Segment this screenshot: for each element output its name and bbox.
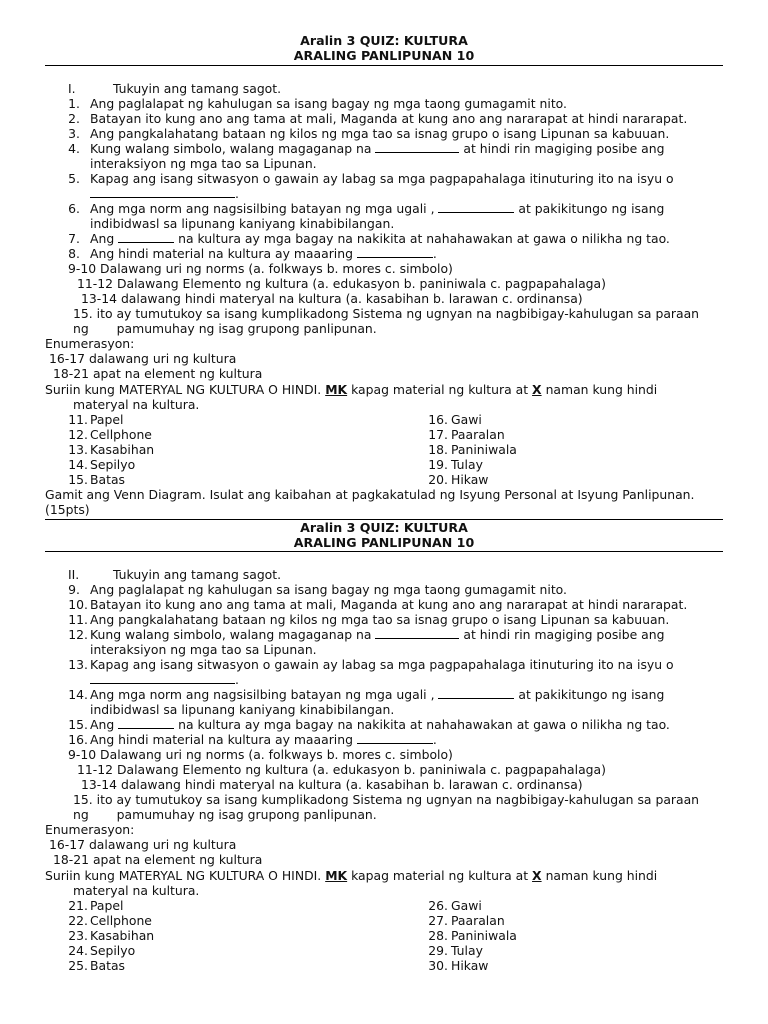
classify-text: kapag material ng kultura at: [351, 382, 529, 397]
mk-marker: MK: [325, 868, 348, 883]
item-text: Batayan ito kung ano ang tama at mali, Maganda at kung ano ang nararapat at hindi nararapat.: [90, 111, 688, 126]
item-text-part: na kultura ay mga bagay na nakikita at nahahawakan at gawa o nilikha ng tao.: [178, 231, 670, 246]
norms-item: 9-10 Dalawang uri ng norms (a. folkways b. mores c. simbolo): [68, 261, 453, 276]
item-text: [90, 141, 665, 156]
item-text: [90, 717, 670, 732]
item-text-continued: indibidwasl sa lipunang kaniyang kinabibilangan.: [90, 702, 395, 717]
list-number: 21.: [68, 898, 88, 913]
item-text-continued: interaksiyon ng mga tao sa Lipunan.: [90, 156, 317, 171]
list-number: 13.: [68, 442, 88, 457]
list-item: Hikaw: [451, 472, 489, 487]
list-item: Gawi: [451, 898, 482, 913]
item-text: Ang paglalapat ng kahulugan sa isang bagay ng mga taong gumagamit nito.: [90, 96, 567, 111]
item-15-text: 15. ito ay tumutukoy sa isang kumplikadong Sistema ng ugnyan na nagbibigay-kahulugan sa paraan: [73, 792, 700, 807]
item-number: 9.: [68, 582, 80, 597]
item-text: Ang pangkalahatang bataan ng kilos ng mga tao sa isnag grupo o isang Lipunan sa kabuuan.: [90, 612, 670, 627]
list-number: 27.: [428, 913, 448, 928]
list-number: 12.: [68, 427, 88, 442]
item-number: 1.: [68, 96, 80, 111]
list-item: Paaralan: [451, 913, 505, 928]
item-15-text-continued: [73, 807, 377, 822]
quiz-subject: ARALING PANLIPUNAN 10: [293, 535, 475, 550]
answer-blank[interactable]: [90, 672, 235, 684]
classify-instruction: [45, 382, 657, 397]
item-text: [90, 231, 670, 246]
answer-blank[interactable]: [438, 201, 514, 213]
answer-blank[interactable]: [375, 141, 459, 153]
answer-blank[interactable]: [438, 687, 514, 699]
list-number: 18.: [428, 442, 448, 457]
answer-line: .: [90, 186, 239, 201]
item-15-text-continued: [73, 321, 377, 336]
item-text-continued: interaksiyon ng mga tao sa Lipunan.: [90, 642, 317, 657]
item-text-part: Ang hindi material na kultura ay maaaring: [90, 732, 353, 747]
item-text-part: Ang: [90, 717, 115, 732]
list-number: 22.: [68, 913, 88, 928]
list-item: Paniniwala: [451, 442, 517, 457]
list-item: Tulay: [451, 457, 483, 472]
item-text: [90, 687, 664, 702]
classify-text: kapag material ng kultura at: [351, 868, 529, 883]
list-number: 23.: [68, 928, 88, 943]
item-number: 4.: [68, 141, 80, 156]
list-item: Tulay: [451, 943, 483, 958]
list-item: Cellphone: [90, 427, 152, 442]
item-text: Ang hindi material na kultura ay maaaring .: [90, 732, 437, 747]
part-instruction: Tukuyin ang tamang sagot.: [113, 567, 282, 582]
list-number: 29.: [428, 943, 448, 958]
part-label: I.: [68, 81, 76, 96]
answer-blank[interactable]: [90, 186, 235, 198]
venn-points: (15pts): [45, 502, 90, 517]
elements-item: 11-12 Dalawang Elemento ng kultura (a. edukasyon b. paniniwala c. pagpapahalaga): [77, 762, 606, 777]
item-number: 14.: [68, 687, 88, 702]
enumeration-item: 16-17 dalawang uri ng kultura: [49, 837, 237, 852]
list-number: 16.: [428, 412, 448, 427]
list-number: 24.: [68, 943, 88, 958]
classify-text: naman kung hindi: [545, 382, 658, 397]
item-number: 16.: [68, 732, 88, 747]
enumeration-item: 18-21 apat na element ng kultura: [53, 852, 263, 867]
header-rule: [45, 551, 723, 552]
item-number: 15.: [68, 717, 88, 732]
list-item: Batas: [90, 472, 125, 487]
item-15-suffix: pamumuhay ng isag grupong panlipunan.: [116, 321, 377, 336]
list-item: Papel: [90, 412, 124, 427]
classify-text: naman kung hindi: [545, 868, 658, 883]
quiz-title: Aralin 3 QUIZ: KULTURA: [300, 520, 468, 535]
list-number: 14.: [68, 457, 88, 472]
item-text: Batayan ito kung ano ang tama at mali, Maganda at kung ano ang nararapat at hindi nararapat.: [90, 597, 688, 612]
item-15-suffix: pamumuhay ng isag grupong panlipunan.: [116, 807, 377, 822]
list-item: Cellphone: [90, 913, 152, 928]
item-text-part: at pakikitungo ng isang: [518, 201, 665, 216]
nonmaterial-item: 13-14 dalawang hindi materyal na kultura (a. kasabihan b. larawan c. ordinansa): [81, 777, 583, 792]
enumeration-title: Enumerasyon:: [45, 822, 135, 837]
item-text-continued: indibidwasl sa lipunang kaniyang kinabibilangan.: [90, 216, 395, 231]
item-text-part: at hindi rin magiging posibe ang: [463, 141, 665, 156]
list-number: 20.: [428, 472, 448, 487]
header-rule: [45, 65, 723, 66]
item-text: Ang hindi material na kultura ay maaaring .: [90, 246, 437, 261]
list-number: 25.: [68, 958, 88, 973]
norms-item: 9-10 Dalawang uri ng norms (a. folkways b. mores c. simbolo): [68, 747, 453, 762]
list-item: Hikaw: [451, 958, 489, 973]
elements-item: 11-12 Dalawang Elemento ng kultura (a. edukasyon b. paniniwala c. pagpapahalaga): [77, 276, 606, 291]
item-text-part: Ang mga norm ang nagsisilbing batayan ng mga ugali ,: [90, 687, 435, 702]
list-number: 26.: [428, 898, 448, 913]
item-number: 6.: [68, 201, 80, 216]
enumeration-item: 18-21 apat na element ng kultura: [53, 366, 263, 381]
list-item: Gawi: [451, 412, 482, 427]
item-text: [90, 627, 665, 642]
list-item: Paniniwala: [451, 928, 517, 943]
classify-instruction: [45, 868, 657, 883]
enumeration-item: 16-17 dalawang uri ng kultura: [49, 351, 237, 366]
x-marker: X: [532, 868, 542, 883]
list-number: 17.: [428, 427, 448, 442]
item-text-part: na kultura ay mga bagay na nakikita at nahahawakan at gawa o nilikha ng tao.: [178, 717, 670, 732]
item-number: 11.: [68, 612, 88, 627]
classify-text: Suriin kung MATERYAL NG KULTURA O HINDI.: [45, 382, 322, 397]
item-number: 5.: [68, 171, 80, 186]
list-number: 15.: [68, 472, 88, 487]
item-number: 7.: [68, 231, 80, 246]
part-instruction: Tukuyin ang tamang sagot.: [113, 81, 282, 96]
item-text: Ang pangkalahatang bataan ng kilos ng mga tao sa isnag grupo o isang Lipunan sa kabuuan.: [90, 126, 670, 141]
item-15-prefix: ng: [73, 807, 89, 822]
item-number: 12.: [68, 627, 88, 642]
item-text: Ang paglalapat ng kahulugan sa isang bagay ng mga taong gumagamit nito.: [90, 582, 567, 597]
item-text-part: Kung walang simbolo, walang magaganap na: [90, 627, 372, 642]
item-number: 8.: [68, 246, 80, 261]
nonmaterial-item: 13-14 dalawang hindi materyal na kultura (a. kasabihan b. larawan c. ordinansa): [81, 291, 583, 306]
item-text-part: at pakikitungo ng isang: [518, 687, 665, 702]
classify-text: Suriin kung MATERYAL NG KULTURA O HINDI.: [45, 868, 322, 883]
item-number: 13.: [68, 657, 88, 672]
answer-blank[interactable]: [357, 246, 433, 258]
list-number: 19.: [428, 457, 448, 472]
list-number: 11.: [68, 412, 88, 427]
item-15-text: 15. ito ay tumutukoy sa isang kumplikadong Sistema ng ugnyan na nagbibigay-kahulugan sa paraan: [73, 306, 700, 321]
item-number: 3.: [68, 126, 80, 141]
item-text-part: Ang hindi material na kultura ay maaaring: [90, 246, 353, 261]
x-marker: X: [532, 382, 542, 397]
list-item: Sepilyo: [90, 457, 136, 472]
answer-blank[interactable]: [118, 231, 174, 243]
mk-marker: MK: [325, 382, 348, 397]
item-text: Kapag ang isang sitwasyon o gawain ay labag sa mga pagpapahalaga itinuturing ito na isyu o: [90, 171, 674, 186]
item-text: Kapag ang isang sitwasyon o gawain ay labag sa mga pagpapahalaga itinuturing ito na isyu o: [90, 657, 674, 672]
enumeration-title: Enumerasyon:: [45, 336, 135, 351]
list-item: Batas: [90, 958, 125, 973]
list-number: 30.: [428, 958, 448, 973]
item-text-part: Ang: [90, 231, 115, 246]
part-label: II.: [68, 567, 80, 582]
answer-line: .: [90, 672, 239, 687]
venn-instruction: Gamit ang Venn Diagram. Isulat ang kaibahan at pagkakatulad ng Isyung Personal at Isyung Panlipunan.: [45, 487, 695, 502]
item-text-part: at hindi rin magiging posibe ang: [463, 627, 665, 642]
item-number: 2.: [68, 111, 80, 126]
quiz-title: Aralin 3 QUIZ: KULTURA: [300, 33, 468, 48]
list-item: Papel: [90, 898, 124, 913]
item-text: [90, 201, 664, 216]
item-number: 10.: [68, 597, 88, 612]
classify-instruction-continued: materyal na kultura.: [73, 397, 200, 412]
item-15-prefix: ng: [73, 321, 89, 336]
list-item: Sepilyo: [90, 943, 136, 958]
list-number: 28.: [428, 928, 448, 943]
answer-blank[interactable]: [118, 717, 174, 729]
list-item: Paaralan: [451, 427, 505, 442]
item-text-part: Kung walang simbolo, walang magaganap na: [90, 141, 372, 156]
classify-instruction-continued: materyal na kultura.: [73, 883, 200, 898]
list-item: Kasabihan: [90, 928, 155, 943]
item-text-part: Ang mga norm ang nagsisilbing batayan ng mga ugali ,: [90, 201, 435, 216]
answer-blank[interactable]: [375, 627, 459, 639]
quiz-subject: ARALING PANLIPUNAN 10: [293, 48, 475, 63]
answer-blank[interactable]: [357, 732, 433, 744]
list-item: Kasabihan: [90, 442, 155, 457]
